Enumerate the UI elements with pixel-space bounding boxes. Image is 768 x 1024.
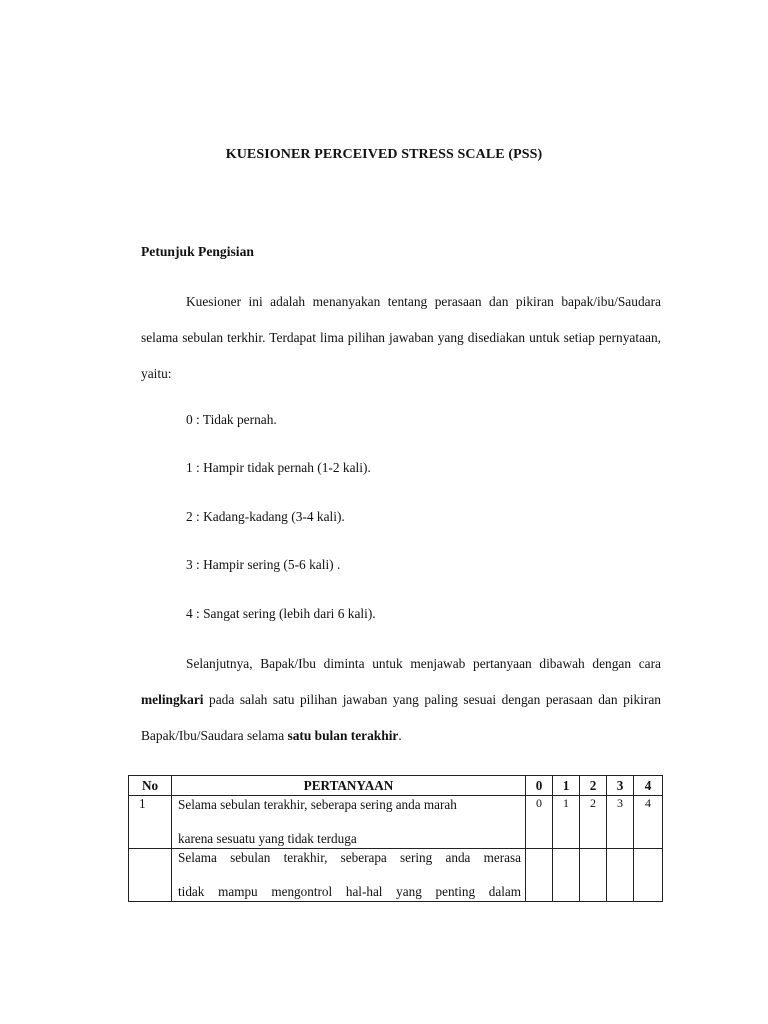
option-3: 3 : Hampir sering (5-6 kali) . <box>186 557 341 572</box>
score-option-1[interactable] <box>553 849 580 902</box>
score-option-0[interactable]: 0 <box>526 796 553 849</box>
score-option-4[interactable] <box>634 849 663 902</box>
score-option-2[interactable] <box>580 849 607 902</box>
question-line: karena sesuatu yang tidak terduga <box>178 831 357 846</box>
instructions-heading: Petunjuk Pengisian <box>141 244 254 259</box>
option-4: 4 : Sangat sering (lebih dari 6 kali). <box>186 606 376 621</box>
score-option-3[interactable]: 3 <box>607 796 634 849</box>
intro-paragraph: Kuesioner ini adalah menanyakan tentang perasaan dan pikiran bapak/ibu/Saudara selama sebulan terkhir. Terdapat lima pilihan jawaban yang disediakan untuk setiap pernyataan, yaitu: <box>141 294 661 381</box>
option-0: 0 : Tidak pernah. <box>186 412 277 427</box>
instruction-text-1: Selanjutnya, Bapak/Ibu diminta untuk menjawab pertanyaan dibawah dengan cara <box>186 656 661 671</box>
pss-question-table <box>128 775 663 902</box>
table-row <box>129 796 663 849</box>
question-cell <box>172 796 526 849</box>
header-score-1: 1 <box>553 776 580 796</box>
instruction-emphasis-circle: melingkari <box>141 692 204 707</box>
score-option-3[interactable] <box>607 849 634 902</box>
header-question: PERTANYAAN <box>172 776 526 796</box>
instruction-text-2: pada salah satu pilihan jawaban yang paling sesuai dengan perasaan dan pikiran Bapak/Ibu/Saudara selama <box>141 692 661 743</box>
question-line: tidak mampu mengontrol hal-hal yang penting dalam <box>178 884 521 899</box>
option-2: 2 : Kadang-kadang (3-4 kali). <box>186 509 345 524</box>
question-line: Selama sebulan terakhir, seberapa sering anda marah <box>178 797 457 812</box>
instruction-text-3: . <box>398 728 402 743</box>
header-score-4: 4 <box>634 776 663 796</box>
instruction-emphasis-period: satu bulan terakhir <box>287 728 399 743</box>
question-line: Selama sebulan terakhir, seberapa sering anda merasa <box>178 850 521 865</box>
row-number: 1 <box>129 796 172 849</box>
header-score-3: 3 <box>607 776 634 796</box>
score-option-1[interactable]: 1 <box>553 796 580 849</box>
table-header-row <box>129 776 663 796</box>
header-score-0: 0 <box>526 776 553 796</box>
score-option-2[interactable]: 2 <box>580 796 607 849</box>
document-title: KUESIONER PERCEIVED STRESS SCALE (PSS) <box>225 147 543 162</box>
header-no: No <box>129 776 172 796</box>
option-1: 1 : Hampir tidak pernah (1-2 kali). <box>186 460 371 475</box>
score-option-4[interactable]: 4 <box>634 796 663 849</box>
question-cell <box>172 849 526 902</box>
row-number <box>129 849 172 902</box>
instruction-paragraph <box>141 646 661 754</box>
header-score-2: 2 <box>580 776 607 796</box>
table-row <box>129 849 663 902</box>
score-option-0[interactable] <box>526 849 553 902</box>
